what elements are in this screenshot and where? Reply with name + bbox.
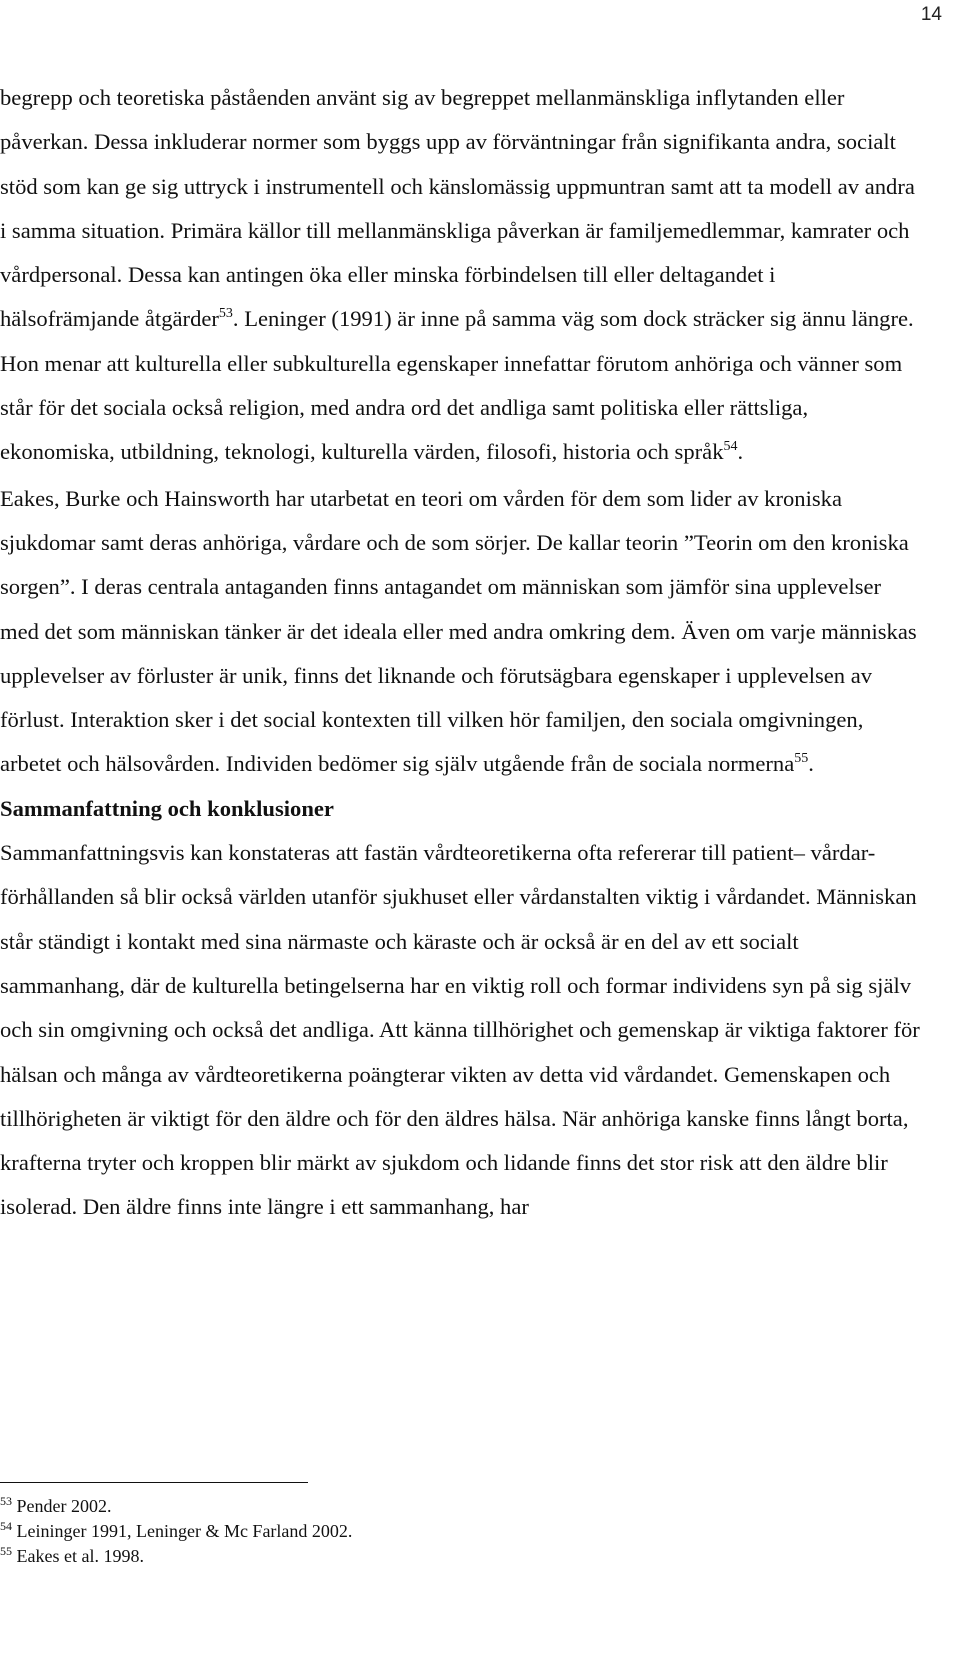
paragraph-summary: Sammanfattningsvis kan konstateras att fastän vårdteoretikerna ofta refererar till patient– vårdar- förhållanden så blir också världen utanför sjukhuset eller vårdanstalten viktig i vårdandet. Människan står ständigt i kontakt med sina närmaste och käraste och är också är en del av ett socialt sammanhang, där de kulturella betingelserna har en viktig roll och formar individens syn på sig själv och sin omgivning och också det andliga. Att känna tillhörighet och gemenskap är viktiga faktorer för hälsan och många av vårdteoretikerna poängterar vikten av detta vid vårdandet. Gemenskapen och tillhörigheten är viktigt för den äldre och för den äldres hälsa. När anhöriga kanske finns långt borta, krafterna tryter och kroppen blir märkt av sjukdom och lidande finns det stor risk att den äldre blir isolerad. Den äldre finns inte längre i ett sammanhang, har [0, 840, 920, 1220]
footnotes [0, 1494, 352, 1569]
footnote-reference: 55 [794, 751, 809, 767]
footnote-text: Eakes et al. 1998. [16, 1546, 144, 1566]
footnote-number: 54 [0, 1519, 12, 1533]
paragraph-chronic-sorrow [0, 477, 920, 787]
footnote-text: Leininger 1991, Leninger & Mc Farland 2002. [16, 1521, 353, 1541]
page-number: 14 [920, 4, 942, 25]
paragraph-text: begrepp och teoretiska påståenden använt sig av begreppet mellanmänskliga inflytanden eller påverkan. Dessa inkluderar normer som byggs upp av förväntningar från signifikanta andra, socialt stöd som kan ge sig uttryck i instrumentell och känslomässig uppmuntran samt att ta modell av andra i samma situation. Primära källor till mellanmänskliga påverkan är familjemedlemmar, kamrater och vårdpersonal. Dessa kan antingen öka eller minska förbindelsen till eller deltagandet i hälsofrämjande åtgärder [0, 85, 915, 332]
footnote-number: 55 [0, 1544, 12, 1558]
paragraph-text: . [808, 751, 814, 777]
paragraph-text: . Leninger (1991) är inne på samma väg som dock sträcker sig ännu längre. Hon menar att kulturella eller subkulturella egenskaper innefattar förutom anhöriga och vänner som står för det sociala också religion, med andra ord det andliga samt politiska eller rättsliga, ekonomiska, utbildning, teknologi, kulturella värden, filosofi, historia och språk [0, 306, 914, 465]
footnote-reference: 53 [218, 306, 233, 322]
document-body [0, 76, 920, 1230]
footnote-item [0, 1494, 352, 1519]
paragraph-interpersonal-influence [0, 76, 920, 475]
paragraph-text: . [737, 439, 744, 465]
section-heading: Sammanfattning och konklusioner [0, 795, 334, 821]
footnote-text: Pender 2002. [16, 1496, 112, 1516]
footnote-item [0, 1519, 352, 1544]
footnote-number: 53 [0, 1494, 12, 1508]
footnote-reference: 54 [723, 439, 738, 455]
paragraph-text: Eakes, Burke och Hainsworth har utarbetat en teori om vården för dem som lider av kroniska sjukdomar samt deras anhöriga, vårdare och de som sörjer. De kallar teorin ”Teorin om den kroniska sorgen”. I deras centrala antaganden finns antagandet om människan som jämför sina upplevelser med det som människan tänker är det ideala eller med andra omkring dem. Även om varje människas upplevelser av förluster är unik, finns det liknande och förutsägbara egenskaper i upplevelsen av förlust. Interaktion sker i det social kontexten till vilken hör familjen, den sociala omgivningen, arbetet och hälsovården. Individen bedömer sig själv utgående från de sociala normerna [0, 485, 917, 777]
footnote-item [0, 1544, 352, 1569]
footnote-separator [0, 1482, 308, 1483]
